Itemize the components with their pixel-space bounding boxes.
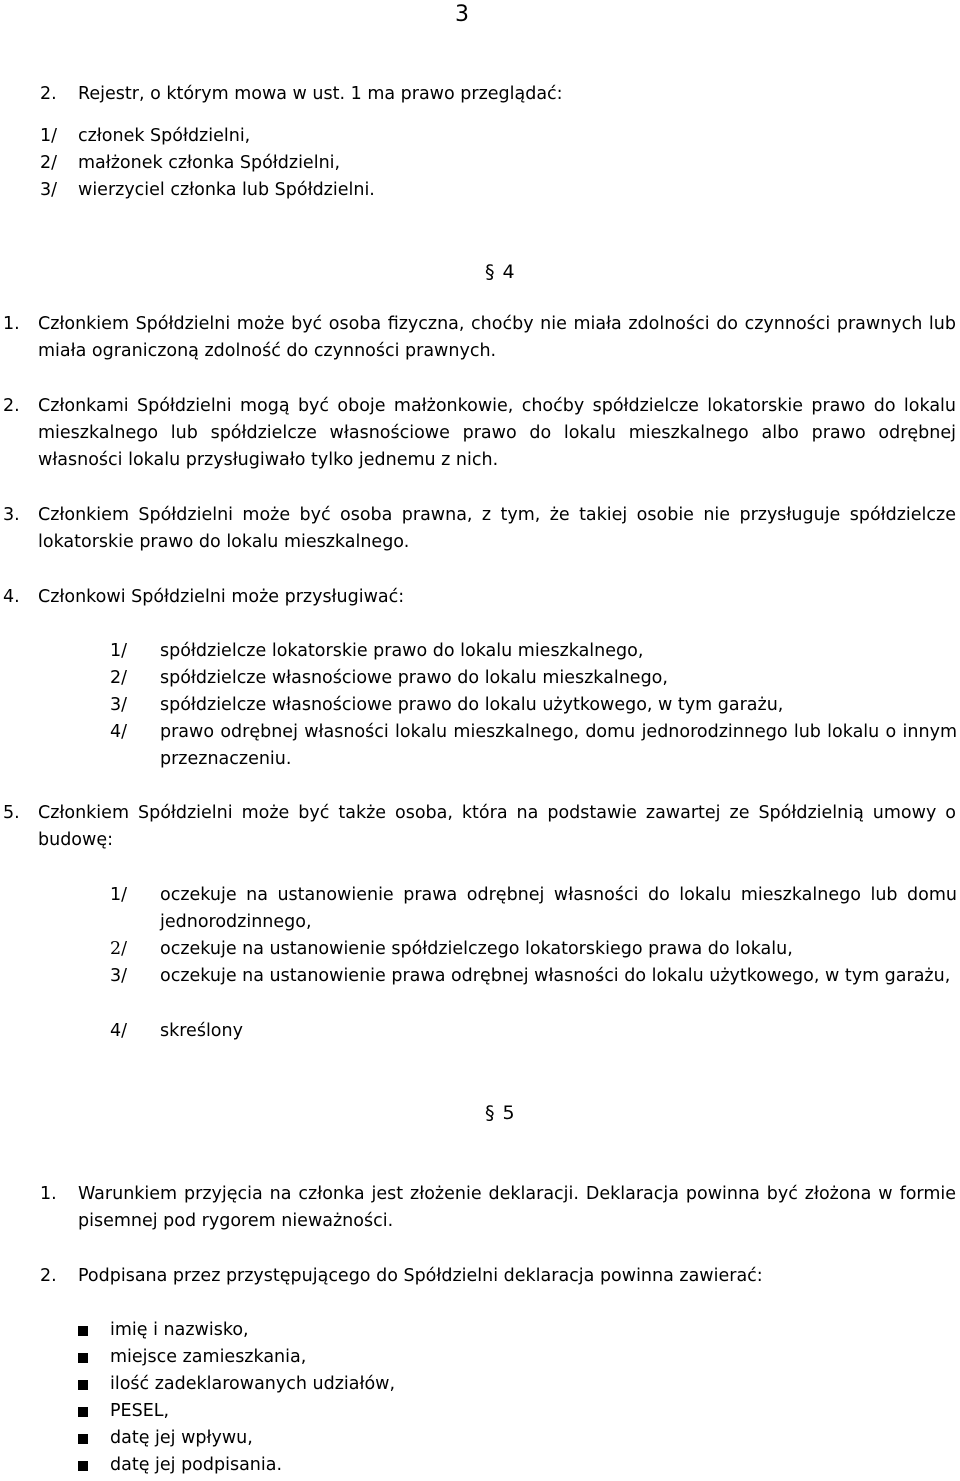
paragraph-text: Członkiem Spółdzielni może być osoba prawna, z tym, że takiej osobie nie przysługuje spółdzielcze lokatorskie prawo do lokalu mieszkalnego. <box>38 505 956 552</box>
bullet-square-icon <box>78 1434 88 1444</box>
section-number: 4 <box>502 261 515 283</box>
bullet-square-icon <box>78 1353 88 1363</box>
paragraph-number: 2. <box>40 84 57 104</box>
list-item-number: 1/ <box>40 126 58 146</box>
list-item-text: oczekuje na ustanowienie spółdzielczego lokatorskiego prawa do lokalu, <box>160 939 793 959</box>
bullet-text: miejsce zamieszkania, <box>110 1347 307 1367</box>
list-item-number: 4/ <box>110 722 128 742</box>
bullet-text: datę jej podpisania. <box>110 1455 283 1475</box>
paragraph-text: Członkami Spółdzielni mogą być oboje małżonkowie, choćby spółdzielcze lokatorskie prawo do lokalu mieszkalnego lub spółdzielcze własnościowe prawo do lokalu mieszkalnego albo prawo odrębnej własności lokalu przysługiwało tylko jednemu z nich. <box>38 396 956 470</box>
bullet-square-icon <box>78 1461 88 1471</box>
list-item-text: spółdzielcze własnościowe prawo do lokalu użytkowego, w tym garażu, <box>160 695 784 715</box>
bullet-square-icon <box>78 1326 88 1336</box>
paragraph-number: 2. <box>40 1266 57 1286</box>
list-item-text: wierzyciel członka lub Spółdzielni. <box>78 180 375 200</box>
list-item-text: skreślony <box>160 1021 243 1041</box>
list-item-text: spółdzielcze własnościowe prawo do lokalu mieszkalnego, <box>160 668 668 688</box>
list-item-text: spółdzielcze lokatorskie prawo do lokalu mieszkalnego, <box>160 641 644 661</box>
bullet-square-icon <box>78 1407 88 1417</box>
list-item-text: oczekuje na ustanowienie prawa odrębnej własności do lokalu użytkowego, w tym garażu, <box>160 966 951 986</box>
list-item-number: 3/ <box>110 966 128 986</box>
paragraph-text: Warunkiem przyjęcia na członka jest złożenie deklaracji. Deklaracja powinna być złożona w formie pisemnej pod rygorem nieważności. <box>78 1184 956 1231</box>
list-item-text: małżonek członka Spółdzielni, <box>78 153 341 173</box>
list-item-number: 2/ <box>40 153 58 173</box>
list-item-text: oczekuje na ustanowienie prawa odrębnej własności do lokalu mieszkalnego lub domu jednorodzinnego, <box>160 885 957 932</box>
section-heading <box>485 1100 515 1127</box>
list-item-text: członek Spółdzielni, <box>78 126 251 146</box>
paragraph-number: 5. <box>3 803 20 823</box>
paragraph-text: Członkiem Spółdzielni może być także osoba, która na podstawie zawartej ze Spółdzielnią umowy o budowę: <box>38 803 956 850</box>
section-number: 5 <box>502 1102 515 1124</box>
paragraph-number: 2. <box>3 396 20 416</box>
section-symbol: § <box>485 261 495 283</box>
list-item-number: 3/ <box>40 180 58 200</box>
list-item-number: 2/ <box>110 939 128 959</box>
paragraph-text: Członkiem Spółdzielni może być osoba fizyczna, choćby nie miała zdolności do czynności prawnych lub miała ograniczoną zdolność do czynności prawnych. <box>38 314 956 361</box>
paragraph-number: 1. <box>3 314 20 334</box>
paragraph-number: 3. <box>3 505 20 525</box>
paragraph-text: Rejestr, o którym mowa w ust. 1 ma prawo przeglądać: <box>78 84 563 104</box>
paragraph-number: 4. <box>3 587 20 607</box>
paragraph-text: Podpisana przez przystępującego do Spółdzielni deklaracja powinna zawierać: <box>78 1266 763 1286</box>
bullet-text: imię i nazwisko, <box>110 1320 249 1340</box>
list-item-text: prawo odrębnej własności lokalu mieszkalnego, domu jednorodzinnego lub lokalu o innym przeznaczeniu. <box>160 722 957 769</box>
list-item-number: 1/ <box>110 641 128 661</box>
section-heading <box>485 259 515 286</box>
section-symbol: § <box>485 1102 495 1124</box>
list-item-number: 3/ <box>110 695 128 715</box>
bullet-square-icon <box>78 1380 88 1390</box>
list-item-number: 2/ <box>110 668 128 688</box>
bullet-text: PESEL, <box>110 1401 170 1421</box>
list-item-number: 4/ <box>110 1021 128 1041</box>
paragraph-text: Członkowi Spółdzielni może przysługiwać: <box>38 587 405 607</box>
bullet-text: ilość zadeklarowanych udziałów, <box>110 1374 396 1394</box>
page-number: 3 <box>455 2 469 27</box>
list-item-number: 1/ <box>110 885 128 905</box>
paragraph-number: 1. <box>40 1184 57 1204</box>
bullet-text: datę jej wpływu, <box>110 1428 253 1448</box>
